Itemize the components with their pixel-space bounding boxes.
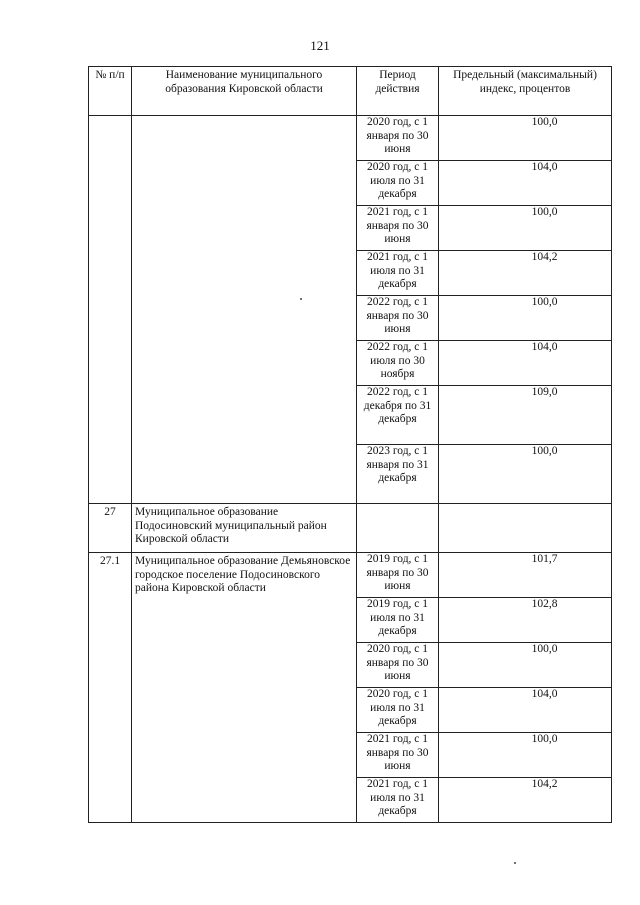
period-cell: 2019 год, с 1 июля по 31 декабря [357,598,439,643]
row-number [89,116,132,504]
period-cell: 2021 год, с 1 января по 30 июня [357,733,439,778]
index-cell: 104,0 [439,341,612,386]
period-cell: 2020 год, с 1 января по 30 июня [357,643,439,688]
index-cell: 104,0 [439,161,612,206]
header-municipality: Наименование муниципального образования Кировской области [132,67,357,116]
period-cell: 2022 год, с 1 июля по 30 ноября [357,341,439,386]
index-cell: 100,0 [439,116,612,161]
period-cell: 2022 год, с 1 декабря по 31 декабря [357,386,439,445]
index-cell: 100,0 [439,643,612,688]
table-body [89,116,612,823]
index-cell [439,504,612,553]
period-cell: 2021 год, с 1 июля по 31 декабря [357,778,439,823]
table-row [89,116,612,161]
table-row [89,504,612,553]
scan-speck [514,862,516,864]
period-cell: 2019 год, с 1 января по 30 июня [357,553,439,598]
period-cell: 2023 год, с 1 января по 31 декабря [357,445,439,504]
index-cell: 100,0 [439,296,612,341]
index-cell: 100,0 [439,206,612,251]
index-cell: 100,0 [439,445,612,504]
index-cell: 104,0 [439,688,612,733]
period-cell: 2020 год, с 1 июля по 31 декабря [357,161,439,206]
scan-speck [300,298,302,300]
row-number: 27 [89,504,132,553]
index-cell: 109,0 [439,386,612,445]
row-number: 27.1 [89,553,132,823]
table-row [89,553,612,598]
period-cell: 2020 год, с 1 июля по 31 декабря [357,688,439,733]
municipality-name: Муниципальное образование Подосиновский муниципальный район Кировской области [132,504,357,553]
tariff-index-table [88,66,612,823]
header-number: № п/п [89,67,132,116]
municipality-name: Муниципальное образование Демьяновское городское поселение Подосиновского района Кировской области [132,553,357,823]
index-cell: 101,7 [439,553,612,598]
header-period: Период действия [357,67,439,116]
period-cell [357,504,439,553]
index-cell: 102,8 [439,598,612,643]
header-index: Предельный (максимальный) индекс, процентов [439,67,612,116]
municipality-name [132,116,357,504]
index-cell: 100,0 [439,733,612,778]
period-cell: 2020 год, с 1 января по 30 июня [357,116,439,161]
period-cell: 2021 год, с 1 января по 30 июня [357,206,439,251]
period-cell: 2022 год, с 1 января по 30 июня [357,296,439,341]
index-cell: 104,2 [439,778,612,823]
period-cell: 2021 год, с 1 июля по 31 декабря [357,251,439,296]
table-header-row [89,67,612,116]
page-number: 121 [310,38,330,53]
index-cell: 104,2 [439,251,612,296]
